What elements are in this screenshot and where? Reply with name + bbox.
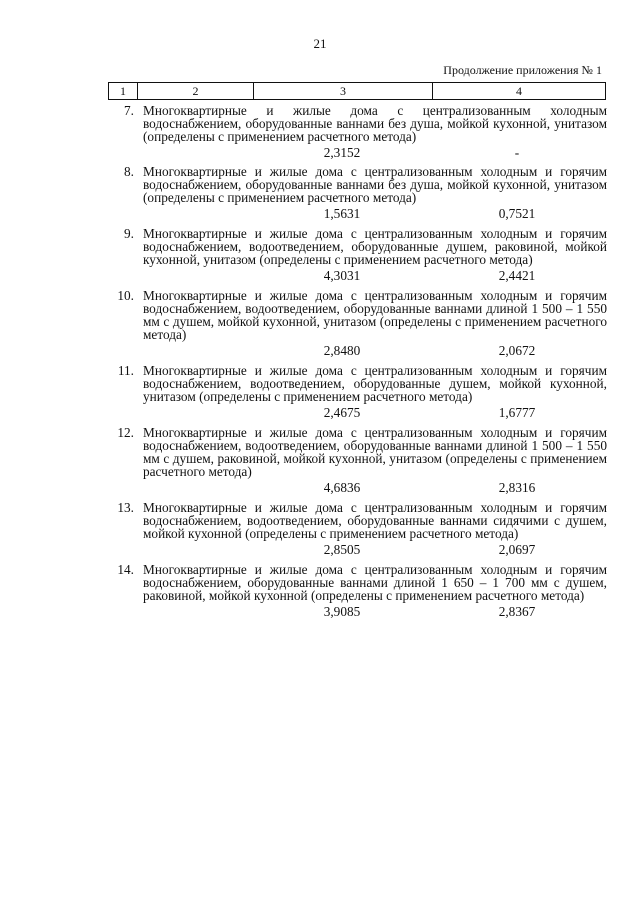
entry-number: 14. xyxy=(117,562,134,577)
entry-value-col4: 2,8316 xyxy=(498,480,536,495)
entry-description: Многоквартирные и жилые дома с централизованным холодным и горячим водоснабжением, оборудованные ваннами без душа, мойкой кухонной, унитазом (определены с применением расчетного метода) xyxy=(143,164,607,205)
entry-description: Многоквартирные и жилые дома с централизованным холодным и горячим водоснабжением, водоотведением, оборудованные ваннами длиной 1 500 – 1 550 мм с душем, мойкой кухонной, унитазом (определены с применением расчетного метода) xyxy=(143,288,607,342)
table-row xyxy=(0,364,640,421)
entry-value-col4: 2,8367 xyxy=(498,604,536,619)
entry-number: 9. xyxy=(124,226,134,241)
entry-value-col4: 2,0672 xyxy=(498,343,536,358)
entry-description: Многоквартирные и жилые дома с централизованным холодным и горячим водоснабжением, водоотведением, оборудованные душем, мойкой кухонной, унитазом (определены с применением расчетного метода) xyxy=(143,363,607,404)
entry-description: Многоквартирные и жилые дома с централизованным холодным водоснабжением, оборудованные ваннами без душа, мойкой кухонной, унитазом (определены с применением расчетного метода) xyxy=(143,103,607,144)
entry-description: Многоквартирные и жилые дома с централизованным холодным и горячим водоснабжением, водоотведением, оборудованные ваннами длиной 1 500 – 1 550 мм с душем, раковиной, мойкой кухонной, унитазом (определены с применением расчетного метода) xyxy=(143,425,607,479)
entry-value-col4: 1,6777 xyxy=(498,405,536,420)
page-number: 21 xyxy=(313,36,327,51)
entry-value-col3: 2,8480 xyxy=(323,343,361,358)
column-header-1: 1 xyxy=(109,83,138,99)
entry-description: Многоквартирные и жилые дома с централизованным холодным и горячим водоснабжением, водоотведением, оборудованные ваннами сидячими с душем, мойкой кухонной (определены с применением расчетного метода) xyxy=(143,500,607,541)
entry-value-col3: 2,3152 xyxy=(323,145,361,160)
entry-number: 13. xyxy=(117,500,134,515)
table-row xyxy=(0,501,640,558)
entry-value-col3: 3,9085 xyxy=(323,604,361,619)
table-row xyxy=(0,289,640,359)
entry-value-col4: 2,0697 xyxy=(498,542,536,557)
entry-number: 8. xyxy=(124,164,134,179)
entry-number: 10. xyxy=(117,288,134,303)
continuation-label: Продолжение приложения № 1 xyxy=(443,63,602,77)
entry-number: 7. xyxy=(124,103,134,118)
table-row xyxy=(0,426,640,496)
entry-description: Многоквартирные и жилые дома с централизованным холодным и горячим водоснабжением, водоотведением, оборудованные душем, раковиной, мойкой кухонной, унитазом (определены с применением расчетного метода) xyxy=(143,226,607,267)
entry-value-col4: - xyxy=(514,145,520,160)
entry-number: 11. xyxy=(117,363,134,378)
column-header-2: 2 xyxy=(138,83,254,99)
entry-value-col3: 2,4675 xyxy=(323,405,361,420)
table-row xyxy=(0,227,640,284)
table-row xyxy=(0,563,640,620)
column-header-4: 4 xyxy=(516,84,522,98)
entry-value-col3: 2,8505 xyxy=(323,542,361,557)
entry-value-col4: 0,7521 xyxy=(498,206,536,221)
entry-description: Многоквартирные и жилые дома с централизованным холодным и горячим водоснабжением, оборудованные ваннами длиной 1 650 – 1 700 мм с душем, раковиной, мойкой кухонной (определены с применением расчетного метода) xyxy=(143,562,607,603)
entry-value-col3: 1,5631 xyxy=(323,206,361,221)
column-header-row xyxy=(108,82,606,100)
entry-number: 12. xyxy=(117,425,134,440)
entry-value-col4: 2,4421 xyxy=(498,268,536,283)
entry-value-col3: 4,6836 xyxy=(323,480,361,495)
table-row xyxy=(0,104,640,161)
column-header-3: 3 xyxy=(254,83,433,99)
table-row xyxy=(0,165,640,222)
entries-list xyxy=(0,104,640,620)
entry-value-col3: 4,3031 xyxy=(323,268,361,283)
